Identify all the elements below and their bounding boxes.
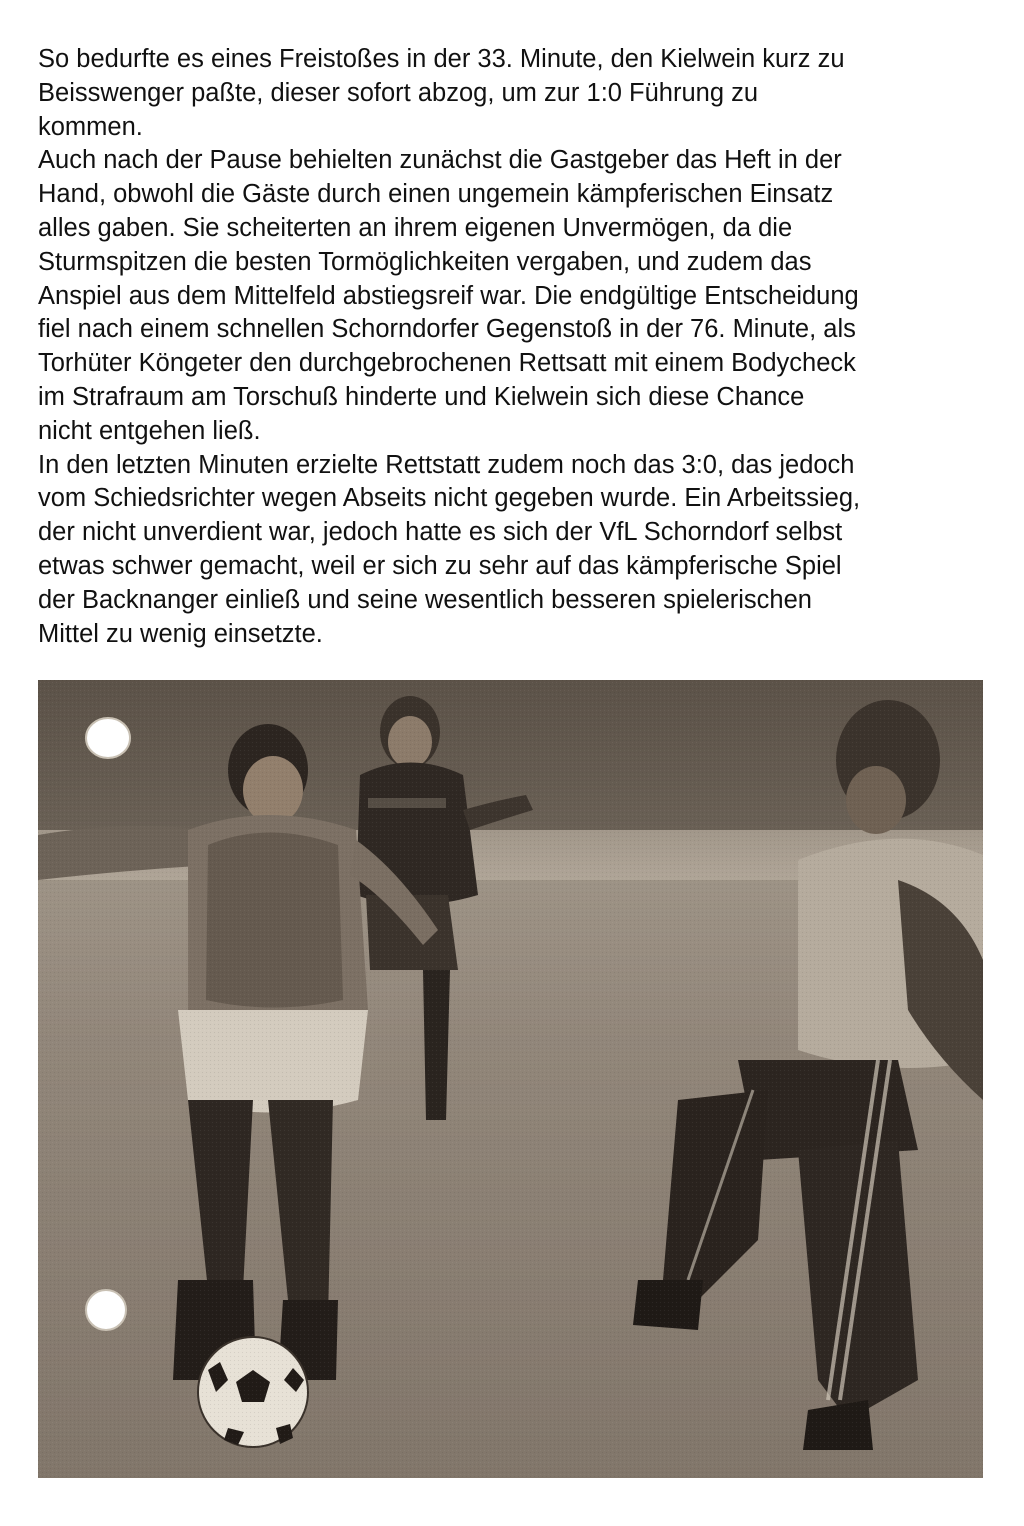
article-line: im Strafraum am Torschuß hinderte und Kielwein sich diese Chance — [38, 382, 805, 411]
photo-illustration — [38, 680, 983, 1478]
article-line: Sturmspitzen die besten Tormöglichkeiten vergaben, und zudem das — [38, 247, 812, 276]
article-line: der nicht unverdient war, jedoch hatte es sich der VfL Schorndorf selbst — [38, 518, 843, 547]
article-line: In den letzten Minuten erzielte Rettstatt zudem noch das 3:0, das jedoch — [38, 450, 855, 479]
punch-hole-bottom — [86, 1290, 126, 1330]
punch-hole-top — [86, 718, 130, 758]
article-line: So bedurfte es eines Freistoßes in der 33. Minute, den Kielwein kurz zu — [38, 45, 845, 73]
article-line: Auch nach der Pause behielten zunächst die Gastgeber das Heft in der — [38, 146, 842, 175]
article-line: Beisswenger paßte, dieser sofort abzog, um zur 1:0 Führung zu — [38, 78, 759, 107]
article-line: alles gaben. Sie scheiterten an ihrem eigenen Unvermögen, da die — [38, 213, 793, 242]
article-line: vom Schiedsrichter wegen Abseits nicht gegeben wurde. Ein Arbeitssieg, — [38, 484, 861, 513]
article-text — [38, 43, 998, 651]
article-line: nicht entgehen ließ. — [38, 416, 261, 445]
article-line: Anspiel aus dem Mittelfeld abstiegsreif war. Die endgültige Entscheidung — [38, 281, 859, 310]
article-line: Mittel zu wenig einsetzte. — [38, 619, 323, 648]
article-line: kommen. — [38, 112, 143, 141]
article-line: Torhüter Köngeter den durchgebrochenen Rettsatt mit einem Bodycheck — [38, 349, 856, 378]
article-line: Hand, obwohl die Gäste durch einen ungemein kämpferischen Einsatz — [38, 180, 834, 209]
article-line: fiel nach einem schnellen Schorndorfer Gegenstoß in der 76. Minute, als — [38, 315, 856, 344]
football-match-photo — [38, 680, 983, 1478]
article-line: etwas schwer gemacht, weil er sich zu sehr auf das kämpferische Spiel — [38, 551, 842, 580]
photo-grain — [38, 680, 983, 1478]
article-line: der Backnanger einließ und seine wesentlich besseren spielerischen — [38, 585, 812, 614]
